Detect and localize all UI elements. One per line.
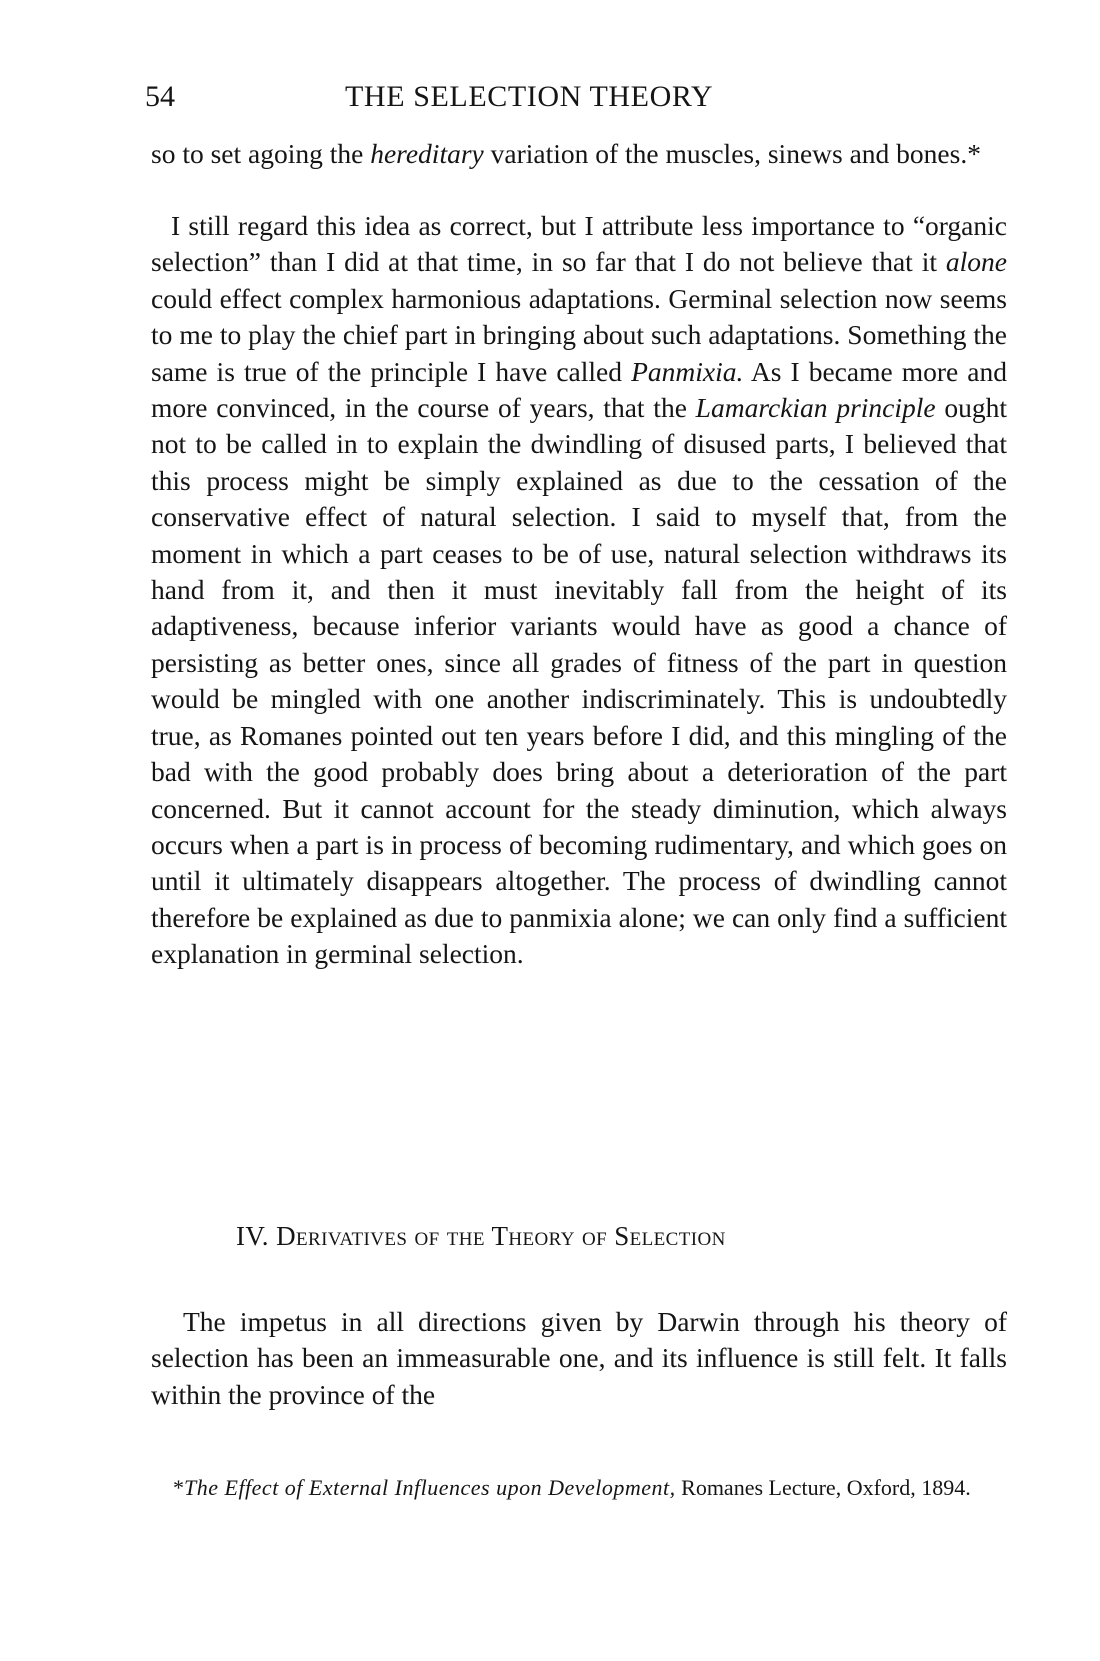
emphasis-hereditary: hereditary xyxy=(370,138,484,169)
emphasis-panmixia: Panmixia. xyxy=(631,355,744,387)
emphasis-alone: alone xyxy=(945,246,1007,278)
footnote xyxy=(151,1474,1007,1502)
footnote-work-title: The Effect of External Influences upon Development, xyxy=(184,1475,676,1500)
section-title: Derivatives of the Theory of Selection xyxy=(276,1221,726,1251)
running-title: THE SELECTION THEORY xyxy=(345,80,714,113)
emphasis-lamarckian-principle: Lamarckian principle xyxy=(695,392,936,424)
page-number: 54 xyxy=(145,80,175,113)
paragraph-1: so to set agoing the hereditary variation of the muscles, sinews and bones.* xyxy=(151,138,981,169)
section-numeral: IV. xyxy=(236,1221,269,1251)
footnote-citation: Romanes Lecture, Oxford, 1894. xyxy=(675,1475,971,1500)
section-heading xyxy=(236,1221,726,1252)
running-head xyxy=(145,72,1005,116)
paragraph-3: The impetus in all directions given by Darwin through his theory of selection has been an immeasurable one, and its influence is still felt. It falls within the province of the xyxy=(151,1306,1007,1410)
paragraph-2: I still regard this idea as correct, but I attribute less importance to “organic selection” than I did at that time, in so far that I do not believe that it alone could effect complex harmonious adaptations. Germinal selection now seems to me to play the chief part in bringing about such adaptations. Something the same is true of the principle I have called Panmixia. As I became more and more convinced, in the course of years, that the Lamarckian principle ought not to be called in to explain the dwindling of disused parts, I believed that this process might be simply explained as due to the cessation of the conservative effect of natural selection. I said to myself that, from the moment in which a part ceases to be of use, natural selection withdraws its hand from it, and then it must inevitably fall from the height of its adaptiveness, because inferior variants would have as good a chance of persisting as better ones, since all grades of fitness of the part in question would be mingled with one another indiscriminately. This is undoubtedly true, as Romanes pointed out ten years before I did, and this mingling of the bad with the good probably does bring about a deterioration of the part concerned. But it cannot account for the steady diminution, which always occurs when a part is in process of becoming rudimentary, and which goes on until it ultimately disappears altogether. The process of dwindling cannot therefore be explained as due to panmixia alone; we can only find a sufficient explanation in germinal selection. xyxy=(151,210,1008,970)
footnote-marker: * xyxy=(173,1475,184,1500)
